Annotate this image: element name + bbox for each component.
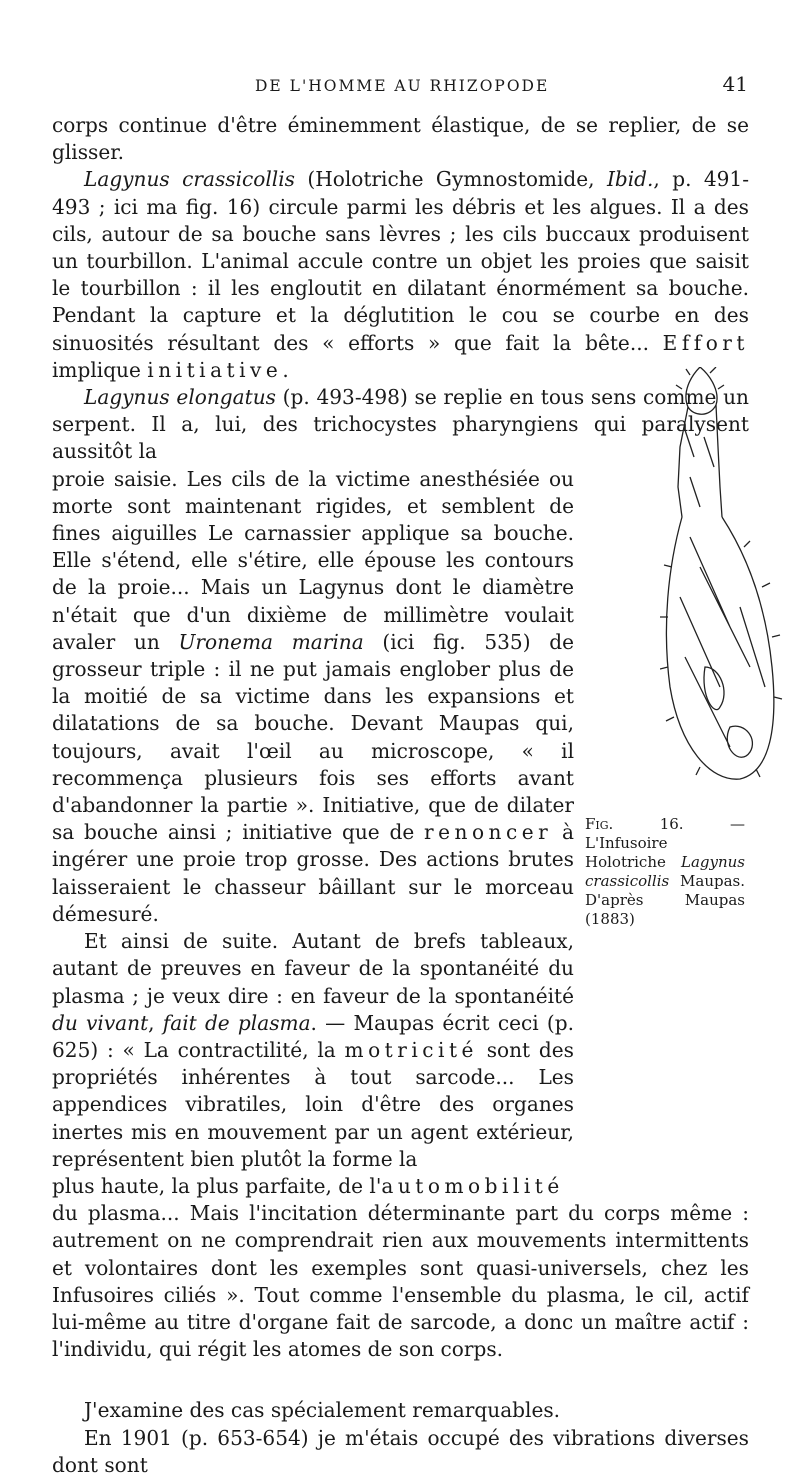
paragraph-lagynus-crassicollis: Lagynus crassicollis (Holotriche Gymnostomide, Ibid., p. 491-493 ; ici ma fig. 16) circule parmi les débris et les algues. Il a des cils, autour de sa bouche sans lèvres ; les cils buccaux produisent un tourbillon. L'animal accule contre un objet les proies que saisit le tourbillon : il les engloutit en dilatant énormément sa bouche. Pendant la capture et la déglutition le cou se courbe en des sinuosités résultant des « efforts » que fait la bête... Effort implique initiative. [52, 167, 749, 382]
paragraph-examine: J'examine des cas spécialement remarquables. [84, 1398, 561, 1423]
running-header [0, 72, 800, 102]
lagynus-crassicollis-figure [660, 367, 790, 792]
paragraph-lagynus-elongatus: Lagynus elongatus (p. 493-498) se replie en tous sens comme un serpent. Il a, lui, des trichocystes pharyngiens qui paralysent aussitôt la [52, 385, 749, 464]
paragraph-lagynus-elongatus-cont: proie saisie. Les cils de la victime anesthésiée ou morte sont maintenant rigides, et semblent de fines aiguilles Le carnassier applique sa bouche. Elle s'étend, elle s'étire, elle épouse les contours de la proie... Mais un Lagynus dont le diamètre n'était que d'un dixième de millimètre voulait avaler un Uronema marina (ici fig. 535) de grosseur triple : il ne put jamais englober plus de la moitié de sa victime dans les expansions et dilatations de sa bouche. Devant Maupas qui, toujours, avait l'œil au microscope, « il recommença plusieurs fois ses efforts avant d'abandonner la partie ». Initiative, que de dilater sa bouche ainsi ; initiative que de renoncer à ingérer une proie trop grosse. Des actions brutes laisseraient le chasseur bâillant sur le morceau démesuré. [52, 466, 574, 926]
paragraph-automobilite: plus haute, la plus parfaite, de l'automobilité [52, 1173, 564, 1198]
paragraph-plasma: du plasma... Mais l'incitation déterminante part du corps même : autrement on ne comprendrait rien aux mouvements intermittents et volontaires dont les exemples sont quasi-universels, chez les Infusoires ciliés ». Tout comme l'ensemble du plasma, le cil, actif lui-même au titre d'organe fait de sarcode, a donc un maître actif : l'individu, qui régit les atomes de son corps. [52, 1201, 749, 1362]
running-title: DE L'HOMME AU RHIZOPODE [255, 77, 550, 95]
paragraph-1: corps continue d'être éminemment élastique, de se replier, de se glisser. [52, 113, 749, 165]
lagynus-crassicollis-illustration-icon [660, 367, 790, 792]
paragraph-1901: En 1901 (p. 653-654) je m'étais occupé des vibrations diverses dont sont [52, 1425, 749, 1477]
page-body [52, 112, 749, 1479]
page-number: 41 [722, 72, 748, 96]
paragraph-spontaneite: Et ainsi de suite. Autant de brefs tableaux, autant de preuves en faveur de la spontanéité du plasma ; je veux dire : en faveur de la spontanéité du vivant, fait de plasma. — Maupas écrit ceci (p. 625) : « La contractilité, la motricité sont des propriétés inhérentes à tout sarcode... Les appendices vibratiles, loin d'être des organes inertes mis en mouvement par un agent extérieur, représentent bien plutôt la forme la [52, 929, 574, 1171]
figure-caption: Fig. 16. — L'Infusoire Holotriche Lagynus crassicollis Maupas. D'après Maupas (1883) [585, 815, 745, 928]
